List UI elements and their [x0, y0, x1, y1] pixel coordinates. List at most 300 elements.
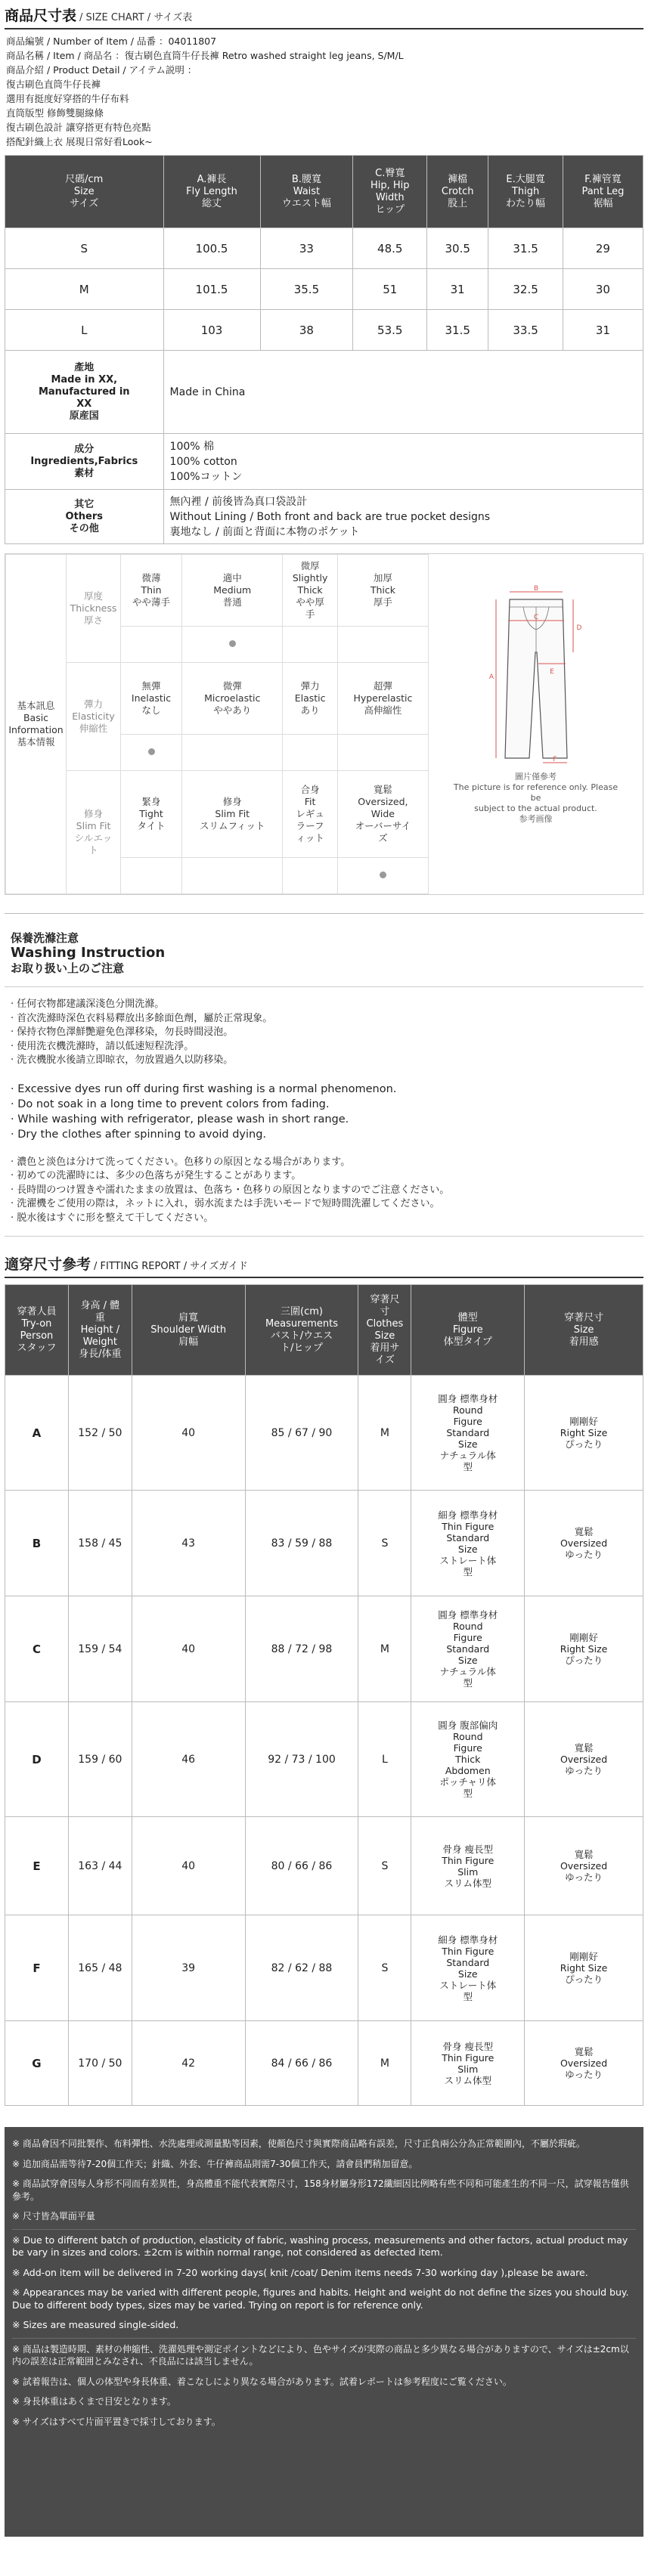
- text-line: スタッフ: [17, 1342, 57, 1354]
- text-line: ト: [88, 844, 98, 856]
- fitting-staff: C: [5, 1596, 69, 1702]
- text-line: Try-on: [21, 1317, 52, 1330]
- text-line: やや厚: [296, 596, 324, 608]
- text-line: 股上: [448, 197, 468, 209]
- text-line: Oversized: [560, 1537, 608, 1549]
- fitting-shoulder: 40: [132, 1817, 245, 1915]
- note-line: ※ 試着報告は、個人の体型や身長体重、着こなしにより異なる場合があります。試着レポートは参考程度にご覧ください。: [12, 2376, 512, 2387]
- fitting-figure: [411, 1817, 525, 1915]
- size-header-cell: [353, 156, 427, 228]
- fitting-measurements: 92 / 73 / 100: [245, 1702, 358, 1817]
- text-line: Thickness: [70, 602, 117, 615]
- text-line: オーバーサイ: [355, 819, 411, 831]
- fitting-staff: G: [5, 2021, 69, 2106]
- text-line: Shoulder Width: [150, 1324, 227, 1336]
- text-line: 寬鬆: [574, 2046, 594, 2057]
- text-line: 其它: [74, 498, 95, 510]
- note-line: ※ Sizes are measured single-sided.: [12, 2319, 179, 2330]
- text-line: Pant Leg: [581, 185, 625, 197]
- fitting-table-body: [5, 1376, 643, 2106]
- fabric-dot-cell: [337, 626, 428, 662]
- text-line: 裾幅: [593, 197, 613, 209]
- caption-line: The picture is for reference only. Please be: [453, 782, 619, 803]
- fitting-feel: [525, 1491, 643, 1596]
- size-extra-label: [5, 490, 164, 544]
- text-line: ヒップ: [375, 203, 405, 215]
- text-line: Medium: [213, 584, 252, 596]
- fitting-title-main: 適穿尺寸參考: [5, 1256, 91, 1273]
- text-line: Clothes: [366, 1317, 404, 1330]
- fabric-option: [182, 555, 283, 627]
- fitting-measurements: 82 / 62 / 88: [245, 1915, 358, 2021]
- text-line: 型: [463, 1461, 473, 1472]
- size-value: 51: [353, 269, 427, 310]
- fabric-dot-cell: [182, 857, 283, 893]
- text-line: Standard: [446, 1531, 490, 1543]
- wash-line: · 長時間のつけ置きや濡れたままの放置は、色落ち・色移りの原因となりますのでご注意ください。: [11, 1184, 450, 1196]
- text-line: 100% cotton: [169, 455, 237, 468]
- fitting-shoulder: 42: [132, 2021, 245, 2106]
- text-line: ズ: [378, 831, 388, 844]
- fitting-size: L: [358, 1702, 411, 1817]
- fitting-height-weight: 170 / 50: [68, 2021, 132, 2106]
- washing-title-jp: お取り扱い上のご注意: [11, 961, 125, 975]
- text-line: 身高 / 體: [80, 1299, 120, 1311]
- text-line: ぴったり: [565, 1974, 603, 1985]
- text-line: その他: [69, 522, 99, 534]
- text-line: Fit: [304, 795, 316, 807]
- text-line: ややあり: [213, 704, 252, 716]
- washing-title-zh: 保養洗滌注意: [11, 931, 79, 945]
- page-title: [5, 5, 643, 29]
- size-value: 31.5: [488, 228, 563, 269]
- fitting-header-cell: [68, 1285, 132, 1376]
- fitting-feel: [525, 1817, 643, 1915]
- fitting-figure: [411, 2021, 525, 2106]
- size-row: [5, 228, 643, 269]
- fitting-header-cell: [5, 1285, 69, 1376]
- text-line: 肩寬: [178, 1311, 199, 1324]
- text-line: Crotch: [441, 185, 474, 197]
- text-line: イズ: [374, 1354, 395, 1366]
- note-line: ※ Due to different batch of production, elasticity of fabric, washing process, measurements and other factors, actual product may be vary in sizes and colors. ±2cm is within normal range, not considered as defected item.: [12, 2234, 628, 2258]
- wash-line: · Excessive dyes run off during first washing is a normal phenomenon.: [11, 1082, 397, 1095]
- fitting-measurements: 88 / 72 / 98: [245, 1596, 358, 1702]
- text-line: なし: [141, 704, 161, 716]
- size-value: 35.5: [260, 269, 353, 310]
- size-row: [5, 310, 643, 351]
- fitting-staff: F: [5, 1915, 69, 2021]
- text-line: Thigh: [511, 185, 540, 197]
- text-line: シルエッ: [74, 832, 113, 844]
- fabric-dot-cell: [182, 734, 283, 770]
- text-line: ポッチャリ体: [439, 1776, 497, 1788]
- text-line: Manufactured in: [38, 385, 130, 398]
- text-line: Figure: [452, 1324, 483, 1336]
- text-line: 厚手: [373, 596, 392, 608]
- note-line: ※ Add-on item will be delivered in 7-20 working days( knit /coat/ Denim items needs 7-30 working day ),please be aware.: [12, 2266, 588, 2278]
- title-main: 商品尺寸表: [5, 8, 77, 24]
- fitting-row: [5, 1596, 643, 1702]
- text-line: ストレート体: [439, 1554, 497, 1566]
- fitting-height-weight: 158 / 45: [68, 1491, 132, 1596]
- text-line: Figure: [453, 1416, 482, 1427]
- text-line: 肩幅: [178, 1336, 199, 1348]
- size-value: 38: [260, 310, 353, 351]
- fabric-row: [6, 555, 429, 627]
- size-extra-value: [163, 490, 643, 544]
- text-line: Slim Fit: [215, 807, 250, 819]
- fitting-size: S: [358, 1915, 411, 2021]
- pant-diagram-area: [429, 554, 643, 894]
- text-line: Size: [374, 1330, 395, 1342]
- fabric-grid: [5, 554, 429, 894]
- text-line: ナチュラル体: [439, 1450, 496, 1461]
- fabric-dot-cell: [283, 857, 337, 893]
- text-line: 成分: [74, 443, 95, 455]
- product-info: [0, 29, 648, 155]
- fitting-header-cell: [411, 1285, 525, 1376]
- size-label: S: [5, 228, 164, 269]
- text-line: 圓身 標準身材: [438, 1609, 498, 1621]
- fitting-shoulder: 43: [132, 1491, 245, 1596]
- text-line: 微薄: [141, 571, 161, 584]
- size-value: 103: [163, 310, 260, 351]
- washing-title: [5, 930, 643, 976]
- text-line: タイト: [137, 819, 166, 831]
- washing-jp: [11, 1156, 637, 1226]
- text-line: ゆったり: [565, 2069, 603, 2080]
- text-line: 產地: [74, 361, 95, 373]
- text-line: 骨身 瘦長型: [442, 1843, 493, 1855]
- text-line: 骨身 瘦長型: [442, 2040, 493, 2052]
- text-line: 適中: [222, 571, 242, 584]
- text-line: Thin Figure: [442, 1945, 495, 1957]
- pant-diagram-icon: [479, 584, 593, 766]
- size-extra-label: [5, 434, 164, 490]
- fitting-measurements: 80 / 66 / 86: [245, 1817, 358, 1915]
- fabric-option: [283, 663, 337, 735]
- text-line: 穿著人員: [17, 1305, 57, 1317]
- text-line: Thin Figure: [442, 2051, 495, 2064]
- fitting-title: [5, 1253, 643, 1278]
- text-line: Slim Fit: [76, 820, 111, 832]
- fitting-shoulder: 46: [132, 1702, 245, 1817]
- text-line: わたり幅: [506, 197, 546, 209]
- text-line: 褲檔: [448, 173, 468, 185]
- text-line: Without Lining / Both front and back are true pocket designs: [169, 510, 491, 523]
- text-line: 圓身 標準身材: [438, 1393, 498, 1404]
- fitting-feel: [525, 1915, 643, 2021]
- fitting-table: [5, 1284, 643, 2106]
- fabric-section-label: [6, 555, 67, 894]
- text-line: 寬鬆: [373, 783, 392, 795]
- size-value: 31: [427, 269, 488, 310]
- text-line: Figure: [453, 1632, 482, 1643]
- note-line: ※ 身長体重はあくまで目安となります。: [12, 2396, 176, 2407]
- wash-line: · 洗濯機をご使用の際は，ネットに入れ，弱水流または手洗いモードで短時間洗濯してください。: [11, 1198, 440, 1209]
- size-header-cell: [163, 156, 260, 228]
- text-line: Elastic: [294, 692, 326, 704]
- text-line: ゆったり: [565, 1872, 603, 1883]
- text-line: 型: [463, 1677, 473, 1689]
- size-value: 100.5: [163, 228, 260, 269]
- fitting-figure: [411, 1702, 525, 1817]
- fitting-staff: A: [5, 1376, 69, 1491]
- text-line: Round: [452, 1404, 483, 1416]
- text-line: 手: [305, 608, 315, 620]
- fabric-option: [182, 663, 283, 735]
- text-line: 緊身: [141, 795, 161, 807]
- text-line: 修身: [222, 795, 242, 807]
- text-line: Person: [20, 1330, 54, 1342]
- text-line: Thin Figure: [442, 1854, 495, 1866]
- fabric-dot-cell: [283, 626, 337, 662]
- text-line: Height /: [80, 1324, 120, 1336]
- wash-line: · While washing with refrigerator, please wash in short range.: [11, 1113, 349, 1125]
- text-line: Hyperelastic: [353, 692, 413, 704]
- text-line: 100% 棉: [169, 440, 215, 453]
- text-line: Size: [457, 1968, 478, 1980]
- notes-section: [5, 2127, 643, 2537]
- text-line: Round: [452, 1621, 483, 1632]
- fabric-option: [283, 771, 337, 857]
- text-line: ィット: [296, 831, 324, 844]
- diagram-label-b: B: [533, 585, 538, 593]
- note-line: ※ 尺寸皆為單面平量: [12, 2211, 95, 2221]
- washing-section: [5, 913, 643, 1237]
- text-line: Standard: [446, 1956, 490, 1968]
- washing-zh: [11, 998, 637, 1068]
- text-line: Size: [457, 1438, 478, 1450]
- size-value: 48.5: [353, 228, 427, 269]
- wash-line: · 任何衣物都建議深淺色分開洗滌。: [11, 999, 165, 1010]
- diagram-label-d: D: [576, 624, 581, 632]
- info-line: 復古刷色直筒牛仔長褲: [6, 79, 101, 90]
- selected-dot-icon: [148, 748, 155, 755]
- fitting-row: [5, 2021, 643, 2106]
- fitting-figure: [411, 1491, 525, 1596]
- text-line: Size: [457, 1543, 478, 1555]
- wash-line: · Do not soak in a long time to prevent colors from fading.: [11, 1098, 330, 1110]
- size-extra-row: [5, 351, 643, 434]
- text-line: 普通: [222, 596, 242, 608]
- text-line: Standard: [446, 1427, 490, 1438]
- fitting-feel: [525, 1702, 643, 1817]
- fabric-info: [5, 553, 643, 895]
- text-line: Thin Figure: [442, 1520, 495, 1532]
- text-line: 無內裡 / 前後皆為真口袋設計: [169, 495, 308, 508]
- text-line: バスト/ウエス: [270, 1330, 333, 1342]
- info-line: 商品名稱 / Item / 商品名 ：復古刷色直筒牛仔長褲 Retro washed straight leg jeans, S/M/L: [6, 50, 404, 61]
- text-line: Size: [457, 1655, 478, 1666]
- text-line: 剛剛好: [569, 1416, 598, 1427]
- text-line: Round: [452, 1731, 483, 1742]
- size-value: 33: [260, 228, 353, 269]
- wash-line: · Dry the clothes after spinning to avoid dying.: [11, 1128, 267, 1141]
- text-line: ラーフ: [296, 819, 324, 831]
- fabric-attr-label: [67, 555, 121, 663]
- text-line: スリム体型: [444, 2074, 491, 2086]
- text-line: 高伸縮性: [364, 704, 402, 716]
- text-line: ゆったり: [565, 1549, 603, 1560]
- diagram-label-f: F: [552, 756, 557, 763]
- text-line: あり: [300, 704, 320, 716]
- fabric-option: [337, 771, 428, 857]
- info-line: 直筒版型 修飾雙腿線條: [6, 107, 104, 119]
- text-line: Inelastic: [131, 692, 172, 704]
- wash-line: · 洗衣機脫水後請立即晾衣，勿放置過久以防移染。: [11, 1054, 234, 1066]
- fitting-measurements: 83 / 59 / 88: [245, 1491, 358, 1596]
- wash-line: · 初めての洗濯時には、多少の色落ちが発生することがあります。: [11, 1170, 302, 1181]
- size-extra-label: [5, 351, 164, 434]
- note-line: ※ 商品試穿會因每人身形不同而有差異性，身高體重不能代表實際尺寸，158身材屬身形172纖細因比例略有些不同和可能產生的不同一尺，試穿報告僅供參考。: [12, 2178, 629, 2202]
- text-line: Fly Length: [186, 185, 237, 197]
- text-line: Size: [573, 1324, 594, 1336]
- text-line: Basic: [23, 712, 49, 723]
- info-line: 商品介紹 / Product Detail / アイテム説明 ：: [6, 64, 197, 76]
- caption-line: 圖片僅參考: [515, 772, 557, 782]
- fabric-option: [121, 663, 182, 735]
- text-line: 着用サ: [370, 1342, 400, 1354]
- text-line: 身長/体重: [79, 1348, 122, 1360]
- text-line: Oversized,: [358, 795, 408, 807]
- text-line: スリムフィット: [199, 819, 265, 831]
- size-table-header: [5, 156, 643, 228]
- fitting-size: S: [358, 1491, 411, 1596]
- text-line: Waist: [293, 185, 321, 197]
- text-line: 無彈: [141, 680, 161, 692]
- fitting-header-cell: [525, 1285, 643, 1376]
- text-line: E.大腿寬: [506, 173, 545, 185]
- caption-line: subject to the actual product.: [474, 803, 597, 813]
- fabric-option: [182, 771, 283, 857]
- diagram-label-a: A: [488, 673, 494, 681]
- text-line: 厚さ: [83, 615, 103, 627]
- text-line: ストレート体: [439, 1979, 497, 1991]
- washing-instructions: [5, 986, 643, 1237]
- text-line: スリム体型: [444, 1877, 491, 1889]
- fitting-title-sub: / FITTING REPORT / サイズガイド: [94, 1261, 248, 1272]
- text-line: Wide: [371, 807, 395, 819]
- text-line: やや薄手: [132, 596, 171, 608]
- fitting-size: M: [358, 1376, 411, 1491]
- text-line: Slightly: [292, 571, 328, 584]
- fitting-height-weight: 152 / 50: [68, 1376, 132, 1491]
- wash-line: · 脱水後はすぐに形を整えて干してください。: [11, 1212, 214, 1224]
- wash-line: · 濃色と淡色は分けて洗ってください。色移りの原因となる場合があります。: [11, 1156, 351, 1168]
- text-line: 超彈: [373, 680, 392, 692]
- note-line: ※ 商品會因不同批製作、布料彈性、水洗處理或測量點等因素，使顏色尺寸與實際商品略有誤差，尺寸正負兩公分為正常範圍內，不屬於瑕疵。: [12, 2138, 585, 2149]
- fitting-height-weight: 165 / 48: [68, 1915, 132, 2021]
- fitting-staff: E: [5, 1817, 69, 1915]
- fabric-option: [337, 663, 428, 735]
- fitting-figure: [411, 1596, 525, 1702]
- fitting-header-cell: [358, 1285, 411, 1376]
- fabric-dot-cell: [121, 857, 182, 893]
- info-line: 搭配針織上衣 展現日常好看Look~: [6, 136, 153, 147]
- fitting-size: M: [358, 2021, 411, 2106]
- text-line: 寬鬆: [574, 1526, 594, 1537]
- notes-jp: [12, 2339, 636, 2435]
- fabric-row: [6, 663, 429, 735]
- text-line: 基本訊息: [17, 700, 55, 711]
- size-value: 101.5: [163, 269, 260, 310]
- text-line: B.腰寬: [291, 173, 321, 185]
- text-line: 加厚: [373, 571, 392, 584]
- fitting-height-weight: 159 / 60: [68, 1702, 132, 1817]
- washing-title-en: Washing Instruction: [11, 945, 166, 961]
- size-value: 53.5: [353, 310, 427, 351]
- size-label: M: [5, 269, 164, 310]
- text-line: 素材: [74, 467, 95, 479]
- fabric-option: [337, 555, 428, 627]
- wash-line: · 首次洗滌時深色衣料易釋放出多餘面色劑，屬於正常現象。: [11, 1012, 273, 1024]
- fitting-shoulder: 40: [132, 1376, 245, 1491]
- fabric-dot-cell: [337, 734, 428, 770]
- fitting-feel: [525, 1596, 643, 1702]
- text-line: Size: [73, 185, 95, 197]
- fabric-attr-label: [67, 771, 121, 894]
- text-line: ぴったり: [565, 1655, 603, 1666]
- fabric-dot-cell: [121, 626, 182, 662]
- text-line: 剛剛好: [569, 1632, 598, 1643]
- text-line: 細身 標準身材: [438, 1934, 498, 1946]
- size-header-cell: [563, 156, 643, 228]
- fitting-row: [5, 1491, 643, 1596]
- fabric-option: [283, 555, 337, 627]
- text-line: Microelastic: [204, 692, 261, 704]
- size-table-body: [5, 228, 643, 544]
- note-line: ※ 商品は製造時期、素材の伸縮性、洗濯処理や測定ポイントなどにより、色やサイズが実際の商品と多少異なる場合がありますので、サイズは±2cm以内の誤差は正常範囲とみなされ、不良品には該当しません。: [12, 2343, 629, 2367]
- fitting-size: S: [358, 1817, 411, 1915]
- text-line: Oversized: [560, 1860, 608, 1872]
- text-line: 型: [463, 1565, 473, 1577]
- text-line: サイズ: [70, 197, 99, 209]
- text-line: レギュ: [296, 807, 324, 819]
- fitting-feel: [525, 1376, 643, 1491]
- diagram-label-c: C: [533, 614, 538, 621]
- text-line: 体型タイプ: [443, 1336, 492, 1348]
- text-line: 裏地なし / 前面と背面に本物のポケット: [169, 525, 360, 538]
- text-line: 着用感: [569, 1336, 599, 1348]
- selected-dot-icon: [380, 872, 386, 878]
- fitting-figure: [411, 1915, 525, 2021]
- fitting-size: M: [358, 1596, 411, 1702]
- text-line: Right Size: [560, 1962, 608, 1974]
- text-line: 重: [95, 1311, 105, 1324]
- size-header-cell: [260, 156, 353, 228]
- header: [0, 0, 648, 29]
- text-line: Abdomen: [445, 1765, 491, 1776]
- text-line: Elasticity: [72, 711, 115, 723]
- note-line: ※ サイズはすべて片面平置きで採寸しております。: [12, 2416, 221, 2427]
- diagram-caption: [449, 772, 623, 825]
- fitting-row: [5, 1376, 643, 1491]
- fitting-shoulder: 39: [132, 1915, 245, 2021]
- text-line: Others: [65, 510, 104, 522]
- text-line: C.臀寬: [375, 167, 405, 179]
- text-line: 修身: [83, 808, 103, 820]
- size-value: 31: [563, 310, 643, 351]
- text-line: Width: [375, 191, 405, 203]
- fabric-dot-cell: [121, 734, 182, 770]
- text-line: Slim: [457, 2063, 479, 2075]
- text-line: Thick: [297, 584, 323, 596]
- text-line: 型: [463, 1990, 473, 2002]
- diagram-label-e: E: [549, 668, 554, 676]
- fabric-option: [121, 555, 182, 627]
